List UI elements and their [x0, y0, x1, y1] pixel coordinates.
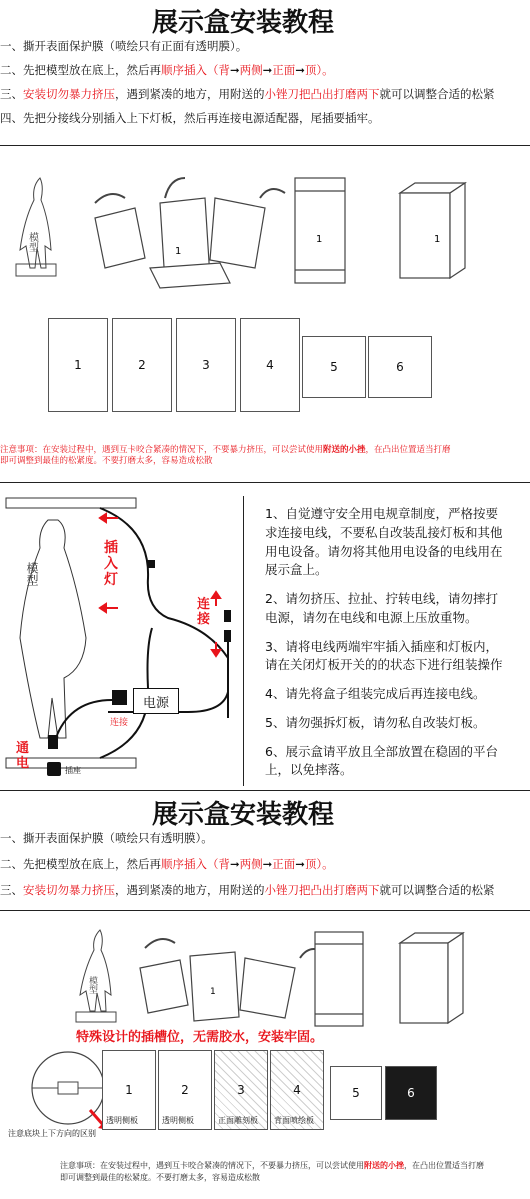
safety-rule: 6、展示盒请平放且全部放置在稳固的平台 上，以免摔落。 — [265, 743, 498, 778]
caution-note: 注意事项：在安装过程中，遇到互卡咬合紧凑的情况下，不要暴力挤压，可以尝试使用附送的小挫，在凸出位置适当打磨 即可调整到最佳的松紧度。不要打磨太多，容易造成松散 — [0, 445, 451, 467]
page-title: 展示盒安装教程 — [152, 8, 335, 38]
power-on-label: 通电 — [16, 741, 30, 771]
panel-label: 透明侧板 — [106, 1116, 138, 1125]
panel-5: 5 — [302, 336, 366, 398]
divider — [0, 145, 530, 146]
arrow-icon — [145, 939, 175, 948]
instruction-step: 四、先把分接线分别插入上下灯板，然后再连接电源适配器，尾插要插牢。 — [0, 111, 380, 125]
panel-1: 1 — [102, 1050, 156, 1130]
exploding-box — [140, 952, 295, 1021]
panel-label: 透明侧板 — [162, 1116, 194, 1125]
rules-divider — [243, 496, 244, 786]
wiring-diagram — [0, 490, 250, 790]
panel-label: 背面喷绘板 — [274, 1116, 314, 1125]
adapter-block — [112, 690, 127, 705]
box-number: 1 — [316, 234, 323, 245]
panel-1: 1 — [48, 318, 108, 412]
instruction-step: 一、撕开表面保护膜（喷绘只有正面有透明膜）。 — [0, 39, 248, 53]
socket-icon — [47, 762, 61, 776]
cable-junction — [147, 560, 155, 568]
divider — [0, 790, 530, 791]
panel-4: 4 — [240, 318, 300, 412]
figure-label: 模型 — [87, 976, 97, 994]
power-box: 电源 — [133, 688, 179, 714]
safety-rule: 5、请勿强拆灯板，请勿私自改装灯板。 — [265, 714, 486, 730]
divider — [0, 910, 530, 911]
figure-model — [16, 178, 56, 276]
insert-light-label: 插入灯 — [104, 540, 118, 589]
top-light-board — [6, 498, 136, 508]
panel-5: 5 — [330, 1066, 382, 1120]
page-title-2: 展示盒安装教程 — [152, 800, 335, 830]
panel-3: 3 — [176, 318, 236, 412]
safety-rule: 2、请勿挤压、拉扯、拧转电线，请勿摔打 电源，请勿在电线和电源上压放重物。 — [265, 591, 498, 625]
figure-label: 模型 — [26, 232, 38, 252]
panel-6: 6 — [368, 336, 432, 398]
box-3d — [400, 933, 463, 1023]
box-front — [295, 178, 345, 283]
safety-rule: 3、请将电线两端牢牢插入插座和灯板内， 请在关闭灯板开关的的状态下进行组装操作 — [265, 638, 503, 673]
cable-connector — [224, 630, 231, 642]
special-slot-note: 特殊设计的插槽位，无需胶水，安装牢固。 — [76, 1030, 324, 1045]
divider — [0, 482, 530, 483]
connect-label: 连接 — [197, 597, 211, 627]
exploding-box — [95, 198, 265, 288]
arrow-icon — [260, 189, 285, 198]
panel-3: 3 — [214, 1050, 268, 1130]
instruction-step: 一、撕开表面保护膜（喷绘只有透明膜）。 — [0, 831, 213, 845]
caution-note-2: 注意事项：在安装过程中，遇到互卡咬合紧凑的情况下，不要暴力挤压，可以尝试使用附送的小挫，在凸出位置适当打磨 即可调整到最佳的松紧度。不要打磨太多，容易造成松散 — [60, 1161, 484, 1182]
assembly-illustration — [0, 158, 530, 308]
box-number: 1 — [175, 246, 182, 257]
figure-model — [20, 520, 86, 738]
panel-2: 2 — [112, 318, 172, 412]
bottom-direction-hint: 注意底块上下方向的区别 — [8, 1129, 96, 1138]
arrow-icon — [165, 178, 185, 198]
panel-label: 正面雕刻板 — [218, 1116, 258, 1125]
cable-connector — [224, 610, 231, 622]
safety-rule: 4、请先将盒子组装完成后再连接电线。 — [265, 686, 486, 701]
box-3d — [400, 183, 465, 278]
plug — [48, 735, 58, 749]
safety-rule: 1、自觉遵守安全用电规章制度，严格按要 求连接电线，不要私自改装乱接灯板和其他 用电设备。请勿将其他用电设备的电线用在 展示盒上。 — [265, 506, 503, 578]
instruction-step: 三、安装切勿暴力挤压，遇到紧凑的地方，用附送的小锉刀把凸出打磨两下就可以调整合适的松紧 — [0, 883, 495, 897]
safety-rules — [265, 505, 503, 790]
panel-6: 6 — [385, 1066, 437, 1120]
box-number: 1 — [434, 234, 441, 245]
assembly-illustration-2 — [0, 918, 530, 1028]
connect-small-label: 连接 — [110, 718, 129, 728]
panel-4: 4 — [270, 1050, 324, 1130]
instruction-step: 二、先把模型放在底上，然后再顺序插入（背➞两侧➞正面➞顶）。 — [0, 63, 334, 77]
box-number: 1 — [210, 987, 216, 997]
figure-label: 模型 — [25, 562, 39, 586]
instruction-step: 二、先把模型放在底上，然后再顺序插入（背➞两侧➞正面➞顶）。 — [0, 857, 334, 871]
box-front — [315, 932, 363, 1026]
socket-label: 插座 — [65, 766, 81, 775]
panel-2: 2 — [158, 1050, 212, 1130]
instruction-step: 三、安装切勿暴力挤压，遇到紧凑的地方，用附送的小锉刀把凸出打磨两下就可以调整合适的松紧 — [0, 87, 495, 101]
arrow-icon — [95, 194, 125, 203]
